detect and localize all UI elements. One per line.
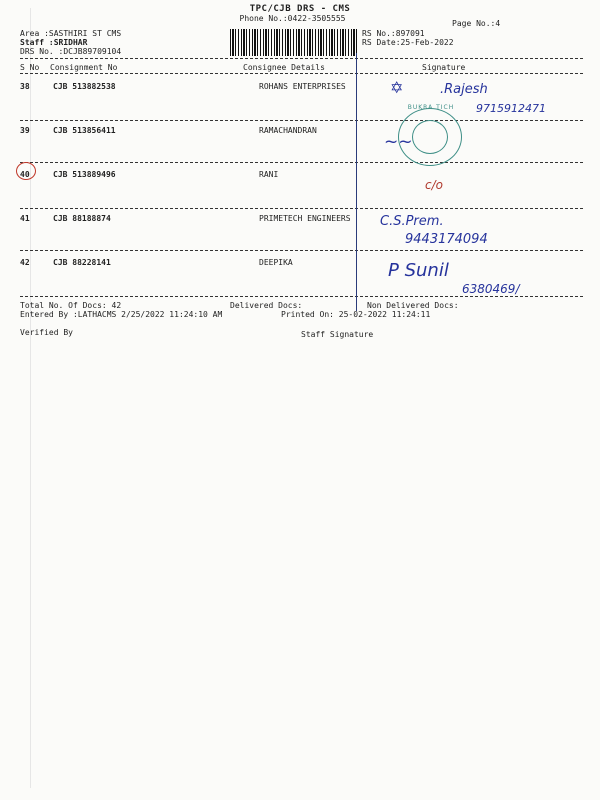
row-consignee: RANI [259, 170, 279, 179]
row-divider [20, 208, 583, 209]
row-sno: 40 [20, 170, 30, 179]
non-delivered-docs: Non Delivered Docs: [367, 301, 459, 310]
row-consignment: CJB 513882538 [53, 82, 116, 91]
phone-number: Phone No.:0422-3505555 [239, 14, 346, 23]
col-header-sno: S No [20, 63, 40, 72]
signature-mark-38: ✡ [390, 78, 404, 97]
delivered-docs: Delivered Docs: [230, 301, 303, 310]
document-title: TPC/CJB DRS - CMS [249, 4, 351, 14]
row-consignment: CJB 513856411 [53, 126, 116, 135]
col-header-signature: Signature [422, 63, 466, 72]
staff-field: Staff :SRIDHAR [20, 38, 88, 47]
row-consignee: ROHANS ENTERPRISES [259, 82, 346, 91]
row-divider [20, 120, 583, 121]
delivery-stamp-inner [412, 120, 448, 154]
col-header-consignee: Consignee Details [243, 63, 325, 72]
row-divider [20, 250, 583, 251]
handwritten-name: .Rajesh [440, 82, 488, 97]
handwritten-phone: 6380469/ [462, 282, 520, 296]
column-header-rule [20, 73, 583, 74]
handwritten-name: P Sunil [388, 260, 449, 281]
row-sno: 42 [20, 258, 30, 267]
handwritten-name: C.S.Prem. [380, 214, 444, 229]
page-number: Page No.:4 [452, 19, 501, 28]
handwritten-phone: 9715912471 [476, 102, 546, 115]
drs-number: DRS No. :DCJB89709104 [20, 47, 122, 56]
handwritten-phone: 9443174094 [405, 232, 488, 247]
table-bottom-rule [20, 296, 583, 297]
signature-scribble-39: ~~ [384, 132, 413, 152]
row-consignee: DEEPIKA [259, 258, 293, 267]
header-rule [20, 58, 583, 59]
row-consignment: CJB 88228141 [53, 258, 111, 267]
row-sno: 38 [20, 82, 30, 91]
row-consignment: CJB 513889496 [53, 170, 116, 179]
entered-by: Entered By :LATHACMS 2/25/2022 11:24:10 AM [20, 310, 223, 319]
area-field: Area :SASTHIRI ST CMS [20, 29, 122, 38]
row-consignment: CJB 88188874 [53, 214, 111, 223]
row-divider [20, 162, 583, 163]
signature-column-divider [356, 53, 357, 311]
total-docs: Total No. Of Docs: 42 [20, 301, 122, 310]
verified-by: Verified By [20, 328, 73, 337]
barcode [230, 29, 357, 56]
row-consignee: RAMACHANDRAN [259, 126, 317, 135]
stamp-text: BUKRA TICH [407, 104, 455, 111]
col-header-consignment: Consignment No [50, 63, 118, 72]
rs-number: RS No.:897091 [362, 29, 425, 38]
row-consignee: PRIMETECH ENGINEERS [259, 214, 351, 223]
handwritten-note: c/o [425, 178, 443, 192]
rs-date: RS Date:25-Feb-2022 [362, 38, 454, 47]
row-sno: 39 [20, 126, 30, 135]
staff-signature: Staff Signature [301, 330, 374, 339]
row-sno: 41 [20, 214, 30, 223]
scan-margin-line [30, 8, 31, 788]
printed-on: Printed On: 25-02-2022 11:24:11 [281, 310, 431, 319]
